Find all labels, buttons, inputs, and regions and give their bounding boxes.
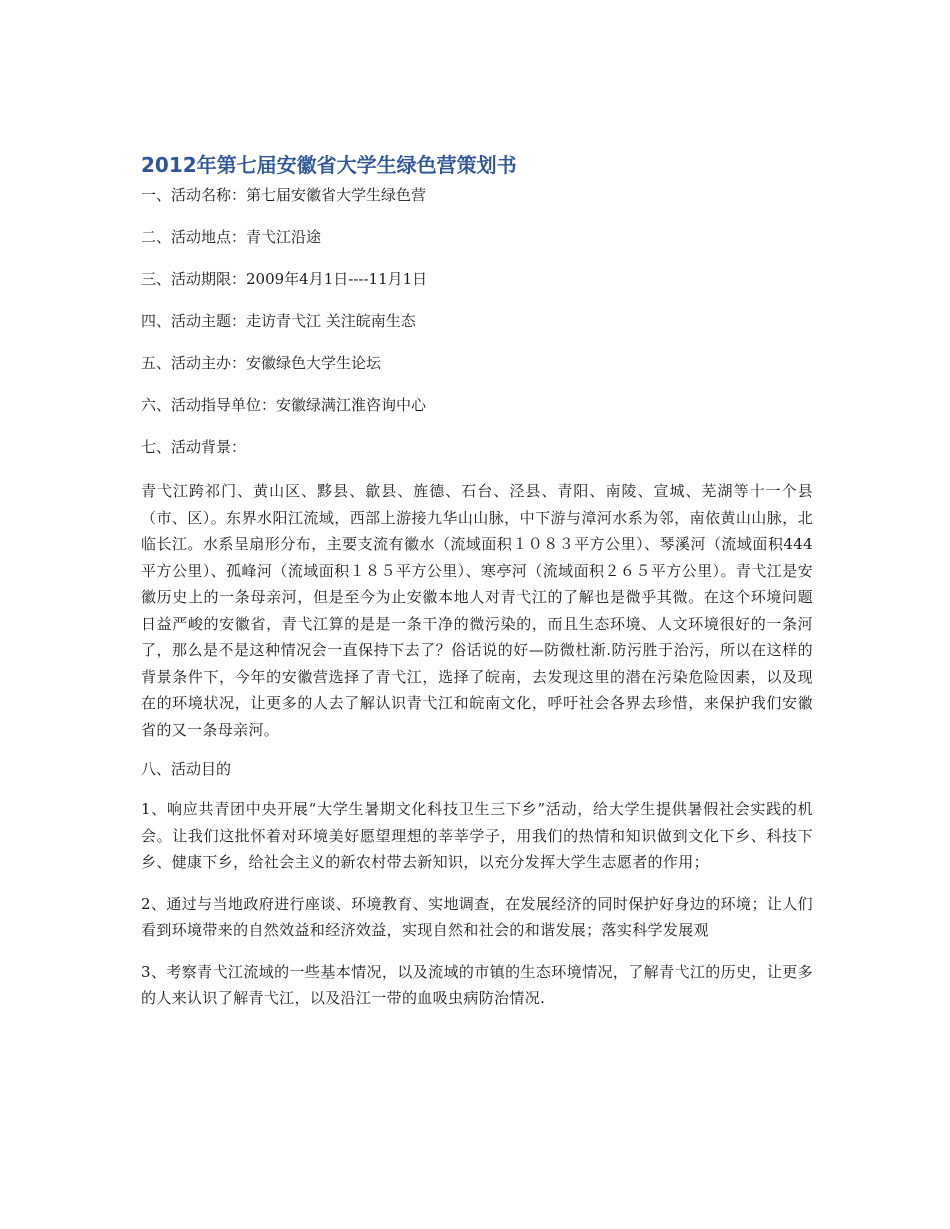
item-activity-organizer: 五、活动主办：安徽绿色大学生论坛	[141, 354, 382, 372]
item-activity-period: 三、活动期限：2009年4月1日----11月1日	[141, 270, 428, 288]
purpose-item-1: 1、响应共青团中央开展“大学生暑期文化科技卫生三下乡”活动，给大学生提供暑假社会实践的机会。让我们这批怀着对环境美好愿望理想的莘莘学子，用我们的热情和知识做到文化下乡、科技下乡、健康下乡，给社会主义的新农村带去新知识，以充分发挥大学生志愿者的作用；	[141, 800, 813, 871]
background-paragraph: 青弋江跨祁门、黄山区、黟县、歙县、旌德、石台、泾县、青阳、南陵、宣城、芜湖等十一个县（市、区）。东界水阳江流域，西部上游接九华山山脉，中下游与漳河水系为邻，南依黄山山脉，北临长江。水系呈扇形分布，主要支流有徽水（流域面积１０８３平方公里）、琴溪河（流域面积444平方公里）、孤峰河（流域面积１８５平方公里）、寒亭河（流域面积２６５平方公里）。青弋江是安徽历史上的一条母亲河，但是至今为止安徽本地人对青弋江的了解也是微乎其微。在这个环境问题日益严峻的安徽省，青弋江算的是是一条干净的微污染的，而且生态环境、人文环境很好的一条河了，那么是不是这种情况会一直保持下去了？俗话说的好—防微杜渐.防污胜于治污，所以在这样的背景条件下，今年的安徽营选择了青弋江，选择了皖南，去发现这里的潜在污染危险因素，以及现在的环境状况，让更多的人去了解认识青弋江和皖南文化，呼吁社会各界去珍惜，来保护我们安徽省的又一条母亲河。	[141, 482, 813, 739]
item-activity-guidance-unit: 六、活动指导单位：安徽绿满江淮咨询中心	[141, 396, 427, 414]
item-activity-location: 二、活动地点：青弋江沿途	[141, 228, 322, 246]
document-title: 2012年第七届安徽省大学生绿色营策划书	[141, 153, 517, 177]
item-activity-background-heading: 七、活动背景：	[141, 438, 247, 456]
document-page	[141, 150, 813, 1027]
purpose-item-3: 3、考察青弋江流域的一些基本情况，以及流域的市镇的生态环境情况，了解青弋江的历史，让更多的人来认识了解青弋江，以及沿江一带的血吸虫病防治情况.	[141, 962, 813, 1007]
item-activity-name: 一、活动名称：第七届安徽省大学生绿色营	[141, 186, 427, 204]
item-activity-theme: 四、活动主题：走访青弋江 关注皖南生态	[141, 312, 416, 330]
purpose-item-2: 2、通过与当地政府进行座谈、环境教育、实地调查，在发展经济的同时保护好身边的环境；让人们看到环境带来的自然效益和经济效益，实现自然和社会的和谐发展；落实科学发展观	[141, 894, 813, 939]
purpose-heading: 八、活动目的	[141, 760, 232, 778]
